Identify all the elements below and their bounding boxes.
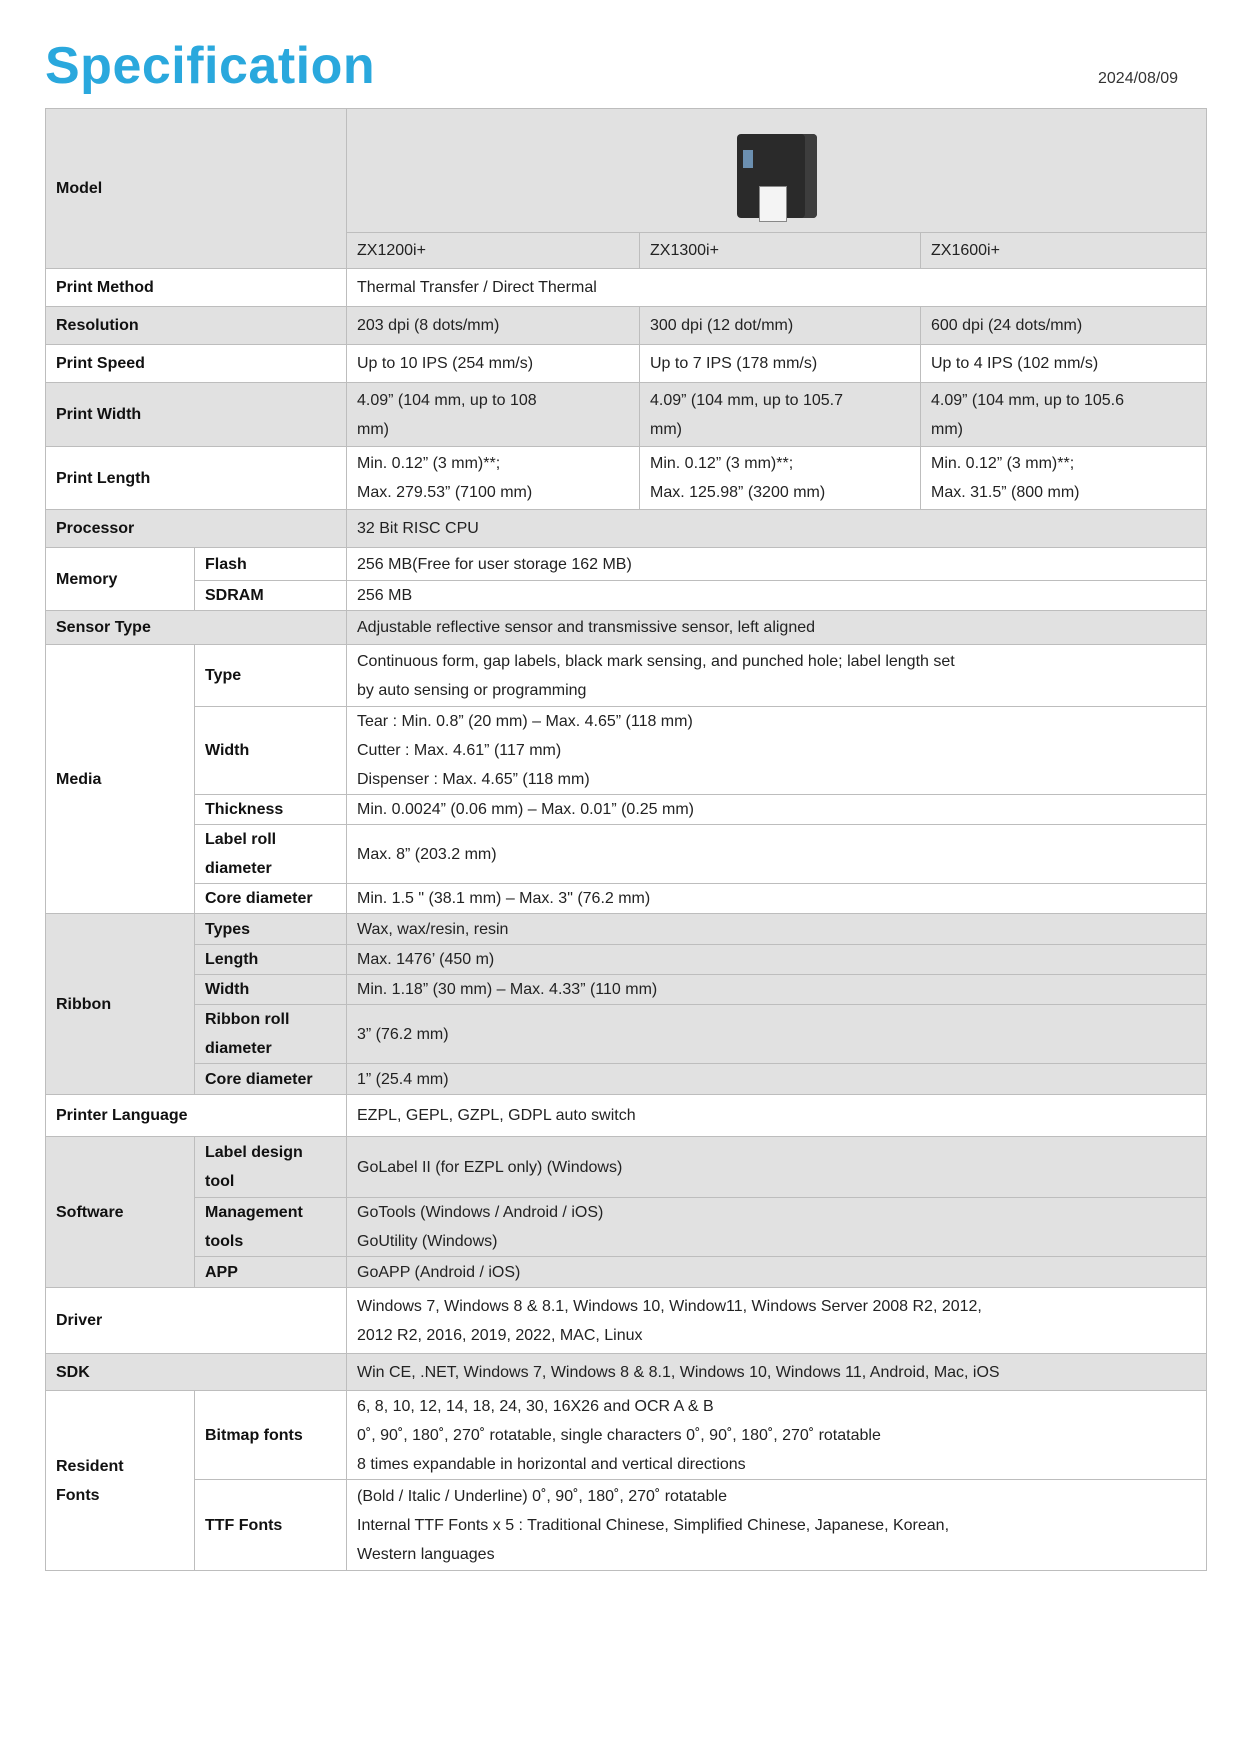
table-row	[46, 345, 1207, 383]
value-cell	[347, 1064, 1207, 1095]
row-label-resolution: Resolution	[46, 307, 347, 345]
table-row	[46, 884, 1207, 914]
row-label-memory: Memory	[46, 548, 195, 611]
value-line: Min. 0.12” (3 mm)**;	[931, 455, 1075, 472]
value-cell	[347, 1288, 1207, 1354]
value-cell	[347, 447, 640, 510]
sub-label-line: Flash	[205, 555, 247, 573]
value-cell	[347, 269, 1207, 307]
value-line: Cutter : Max. 4.61” (117 mm)	[357, 742, 562, 759]
sub-label-app	[195, 1257, 347, 1288]
sub-label-line: Type	[205, 667, 242, 684]
sub-label-line: APP	[205, 1263, 238, 1281]
table-row	[46, 447, 1207, 510]
document-date: 2024/08/09	[1098, 70, 1179, 87]
value-cell	[921, 345, 1207, 383]
value-line: mm)	[357, 420, 389, 438]
value-line: Max. 125.98” (3200 mm)	[650, 484, 826, 501]
table-row	[46, 1198, 1207, 1257]
table-row	[46, 645, 1207, 707]
value-line: 256 MB	[357, 587, 413, 604]
value-line: (Bold / Italic / Underline) 0˚, 90˚, 180˚, 270˚ rotatable	[357, 1487, 727, 1505]
printer-image-cell	[347, 109, 1207, 233]
value-cell	[347, 1354, 1207, 1391]
sub-label-flash	[195, 548, 347, 581]
row-label-print-method: Print Method	[46, 269, 347, 307]
page-title: Specification	[45, 37, 376, 95]
value-line: 4.09” (104 mm, up to 108	[357, 391, 537, 409]
table-row	[46, 707, 1207, 795]
value-cell	[347, 345, 640, 383]
value-cell	[347, 611, 1207, 645]
sub-label-line: Core diameter	[205, 890, 313, 907]
value-line: 32 Bit RISC CPU	[357, 520, 479, 537]
value-line: Adjustable reflective sensor and transmissive sensor, left aligned	[357, 619, 816, 636]
value-line: Western languages	[357, 1545, 495, 1563]
sub-label-label-roll-diameter	[195, 825, 347, 884]
table-row	[46, 109, 1207, 233]
row-label-resident-fonts	[46, 1391, 195, 1571]
sub-label-sdram	[195, 581, 347, 611]
sub-label-line: Label design	[205, 1144, 303, 1161]
value-line: GoTools (Windows / Android / iOS)	[357, 1204, 604, 1221]
row-label-sdk: SDK	[46, 1354, 347, 1391]
table-row	[46, 307, 1207, 345]
value-line: Continuous form, gap labels, black mark sensing, and punched hole; label length set	[357, 652, 955, 670]
table-row	[46, 1005, 1207, 1064]
model-name: ZX1600i+	[921, 233, 1207, 269]
row-label-media: Media	[46, 645, 195, 914]
value-cell	[347, 945, 1207, 975]
value-cell	[921, 383, 1207, 447]
value-cell	[347, 975, 1207, 1005]
sub-label-line: tool	[205, 1173, 235, 1190]
value-cell	[347, 383, 640, 447]
value-line: GoUtility (Windows)	[357, 1233, 498, 1250]
sub-label-line: Thickness	[205, 801, 284, 818]
sub-label-management-tools	[195, 1198, 347, 1257]
row-label-driver: Driver	[46, 1288, 347, 1354]
row-label-line: Resident	[56, 1457, 124, 1475]
value-line: Up to 7 IPS (178 mm/s)	[650, 355, 818, 372]
value-line: Min. 0.12” (3 mm)**;	[650, 455, 794, 472]
sub-label-line: Width	[205, 742, 250, 759]
row-label-software: Software	[46, 1137, 195, 1288]
value-line: 0˚, 90˚, 180˚, 270˚ rotatable, single characters 0˚, 90˚, 180˚, 270˚ rotatable	[357, 1426, 881, 1444]
value-line: Thermal Transfer / Direct Thermal	[357, 279, 597, 296]
value-line: Max. 279.53” (7100 mm)	[357, 484, 533, 501]
sub-label-line: Label roll	[205, 831, 277, 848]
row-label-ribbon: Ribbon	[46, 914, 195, 1095]
value-cell	[347, 1137, 1207, 1198]
value-cell	[347, 1198, 1207, 1257]
value-line: 600 dpi (24 dots/mm)	[931, 317, 1083, 334]
row-label-line: Fonts	[56, 1486, 100, 1504]
sub-label-line: Management	[205, 1204, 303, 1221]
sub-label-line: TTF Fonts	[205, 1516, 283, 1534]
table-row	[46, 1137, 1207, 1198]
sub-label-line: diameter	[205, 860, 272, 877]
value-line: Dispenser : Max. 4.65” (118 mm)	[357, 771, 590, 788]
value-cell	[347, 548, 1207, 581]
value-line: 6, 8, 10, 12, 14, 18, 24, 30, 16X26 and OCR A & B	[357, 1397, 714, 1415]
sub-label-core-diameter	[195, 1064, 347, 1095]
value-line: Min. 1.5 " (38.1 mm) – Max. 3" (76.2 mm)	[357, 890, 651, 907]
value-line: Windows 7, Windows 8 & 8.1, Windows 10, Window11, Windows Server 2008 R2, 2012,	[357, 1297, 982, 1315]
value-line: GoAPP (Android / iOS)	[357, 1263, 521, 1281]
sub-label-line: diameter	[205, 1040, 272, 1057]
value-cell	[347, 645, 1207, 707]
table-row	[46, 1391, 1207, 1480]
table-row	[46, 1288, 1207, 1354]
table-row	[46, 1095, 1207, 1137]
value-cell	[347, 307, 640, 345]
value-cell	[347, 581, 1207, 611]
table-row	[46, 825, 1207, 884]
value-line: Max. 31.5” (800 mm)	[931, 484, 1080, 501]
value-cell	[640, 307, 921, 345]
sub-label-thickness	[195, 795, 347, 825]
value-line: Min. 0.12” (3 mm)**;	[357, 455, 501, 472]
table-row	[46, 795, 1207, 825]
value-line: Tear : Min. 0.8” (20 mm) – Max. 4.65” (118 mm)	[357, 713, 693, 730]
value-cell	[347, 1257, 1207, 1288]
value-line: EZPL, GEPL, GZPL, GDPL auto switch	[357, 1107, 636, 1124]
value-line: by auto sensing or programming	[357, 681, 587, 699]
table-row	[46, 914, 1207, 945]
sub-label-width	[195, 707, 347, 795]
value-cell	[347, 884, 1207, 914]
value-cell	[347, 1480, 1207, 1571]
sub-label-ttf-fonts	[195, 1480, 347, 1571]
sub-label-line: Width	[205, 981, 250, 998]
value-line: 8 times expandable in horizontal and vertical directions	[357, 1455, 746, 1473]
value-line: GoLabel II (for EZPL only) (Windows)	[357, 1158, 623, 1176]
sub-label-line: Ribbon roll	[205, 1011, 290, 1028]
row-label-model: Model	[46, 109, 347, 269]
value-line: 3” (76.2 mm)	[357, 1025, 449, 1043]
value-cell	[921, 447, 1207, 510]
value-line: Up to 4 IPS (102 mm/s)	[931, 355, 1099, 372]
value-line: Max. 1476’ (450 m)	[357, 951, 495, 968]
value-cell	[347, 510, 1207, 548]
table-row	[46, 611, 1207, 645]
sub-label-label-design-tool	[195, 1137, 347, 1198]
sub-label-type	[195, 645, 347, 707]
table-row	[46, 548, 1207, 581]
value-line: 2012 R2, 2016, 2019, 2022, MAC, Linux	[357, 1326, 643, 1344]
value-line: Min. 0.0024” (0.06 mm) – Max. 0.01” (0.25 mm)	[357, 801, 694, 818]
table-row	[46, 975, 1207, 1005]
value-line: Win CE, .NET, Windows 7, Windows 8 & 8.1, Windows 10, Windows 11, Android, Mac, iOS	[357, 1363, 1000, 1381]
value-line: 203 dpi (8 dots/mm)	[357, 317, 500, 334]
model-name: ZX1300i+	[640, 233, 921, 269]
table-row	[46, 510, 1207, 548]
row-label-print-speed: Print Speed	[46, 345, 347, 383]
value-cell	[347, 1005, 1207, 1064]
value-cell	[640, 345, 921, 383]
row-label-sensor-type: Sensor Type	[46, 611, 347, 645]
value-cell	[347, 795, 1207, 825]
value-line: Min. 1.18” (30 mm) – Max. 4.33” (110 mm)	[357, 981, 658, 998]
sub-label-line: Bitmap fonts	[205, 1426, 303, 1444]
value-cell	[921, 307, 1207, 345]
table-row	[46, 1354, 1207, 1391]
table-row	[46, 1480, 1207, 1571]
value-cell	[347, 1095, 1207, 1137]
value-line: 4.09” (104 mm, up to 105.7	[650, 391, 843, 409]
table-row	[46, 269, 1207, 307]
table-row	[46, 581, 1207, 611]
value-line: Wax, wax/resin, resin	[357, 920, 509, 938]
sub-label-types	[195, 914, 347, 945]
sub-label-core-diameter	[195, 884, 347, 914]
value-cell	[347, 914, 1207, 945]
row-label-print-width: Print Width	[46, 383, 347, 447]
specification-table	[45, 108, 1207, 1571]
model-name: ZX1200i+	[347, 233, 640, 269]
sub-label-line: Core diameter	[205, 1070, 313, 1088]
table-row	[46, 1257, 1207, 1288]
value-cell	[640, 447, 921, 510]
value-cell	[347, 825, 1207, 884]
row-label-processor: Processor	[46, 510, 347, 548]
value-line: Up to 10 IPS (254 mm/s)	[357, 355, 534, 372]
table-row	[46, 1064, 1207, 1095]
value-line: Internal TTF Fonts x 5 : Traditional Chinese, Simplified Chinese, Japanese, Korean,	[357, 1516, 950, 1534]
sub-label-line: tools	[205, 1233, 244, 1250]
sub-label-width	[195, 975, 347, 1005]
sub-label-bitmap-fonts	[195, 1391, 347, 1480]
sub-label-line: SDRAM	[205, 587, 264, 604]
sub-label-line: Length	[205, 951, 259, 968]
row-label-print-length: Print Length	[46, 447, 347, 510]
value-cell	[347, 707, 1207, 795]
sub-label-line: Types	[205, 920, 251, 938]
value-line: 300 dpi (12 dot/mm)	[650, 317, 794, 334]
value-cell	[347, 1391, 1207, 1480]
value-cell	[640, 383, 921, 447]
sub-label-length	[195, 945, 347, 975]
value-line: 1” (25.4 mm)	[357, 1070, 449, 1088]
table-row	[46, 945, 1207, 975]
value-line: mm)	[931, 420, 963, 438]
row-label-printer-language: Printer Language	[46, 1095, 347, 1137]
value-line: 256 MB(Free for user storage 162 MB)	[357, 555, 632, 573]
value-line: Max. 8” (203.2 mm)	[357, 845, 497, 863]
value-line: 4.09” (104 mm, up to 105.6	[931, 391, 1124, 409]
printer-image	[729, 126, 825, 226]
table-row	[46, 383, 1207, 447]
sub-label-ribbon-roll-diameter	[195, 1005, 347, 1064]
value-line: mm)	[650, 420, 682, 438]
